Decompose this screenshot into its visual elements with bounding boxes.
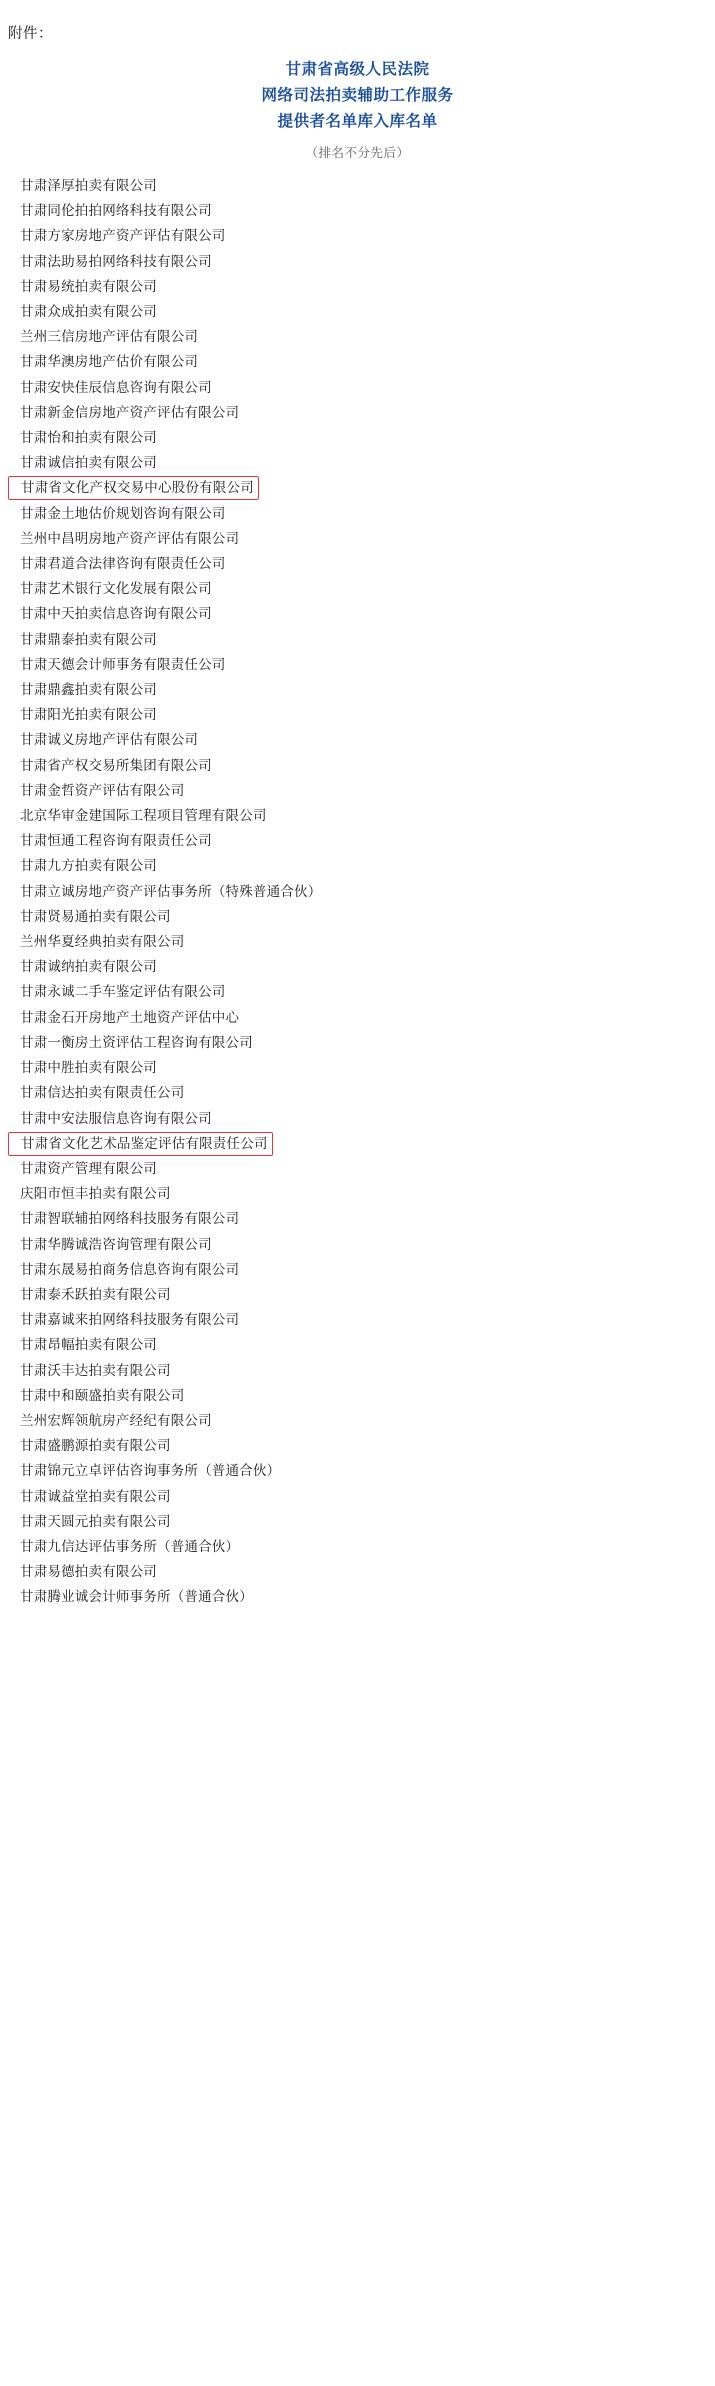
company-name: 甘肃华腾诚浩咨询管理有限公司 — [20, 1236, 212, 1252]
title-line-3: 提供者名单库入库名单 — [277, 113, 438, 130]
company-name: 甘肃智联辅拍网络科技服务有限公司 — [20, 1211, 240, 1227]
company-name: 甘肃中安法服信息咨询有限公司 — [20, 1110, 212, 1126]
company-name: 甘肃众成拍卖有限公司 — [20, 304, 157, 320]
company-name: 甘肃阳光拍卖有限公司 — [20, 707, 157, 723]
title-subtitle: （排名不分先后） — [305, 146, 410, 160]
company-name: 甘肃诚义房地产评估有限公司 — [20, 732, 199, 748]
company-name: 甘肃易统拍卖有限公司 — [20, 278, 157, 294]
company-name: 甘肃省产权交易所集团有限公司 — [20, 757, 212, 773]
company-name: 甘肃怡和拍卖有限公司 — [20, 430, 157, 446]
company-name: 甘肃华澳房地产估价有限公司 — [20, 354, 199, 370]
company-name: 甘肃安快佳辰信息咨询有限公司 — [20, 379, 212, 395]
list-item — [0, 475, 715, 500]
company-name: 甘肃盛鹏源拍卖有限公司 — [20, 1438, 171, 1454]
company-name: 甘肃中胜拍卖有限公司 — [20, 1060, 157, 1076]
company-name: 兰州华夏经典拍卖有限公司 — [20, 934, 185, 950]
company-name: 甘肃锦元立卓评估咨询事务所（普通合伙） — [20, 1463, 281, 1479]
company-name: 甘肃诚信拍卖有限公司 — [20, 455, 157, 471]
company-name-highlighted: 甘肃省文化艺术品鉴定评估有限责任公司 — [8, 1132, 273, 1156]
company-name: 甘肃东晟易拍商务信息咨询有限公司 — [20, 1261, 240, 1277]
company-name: 甘肃昂幅拍卖有限公司 — [20, 1337, 157, 1353]
company-name: 甘肃鼎泰拍卖有限公司 — [20, 631, 157, 647]
company-name: 庆阳市恒丰拍卖有限公司 — [20, 1186, 171, 1202]
company-name: 北京华审金建国际工程项目管理有限公司 — [20, 808, 267, 824]
company-name: 兰州三信房地产评估有限公司 — [20, 329, 199, 345]
company-name: 甘肃金石开房地产土地资产评估中心 — [20, 1009, 240, 1025]
company-name: 兰州宏辉领航房产经纪有限公司 — [20, 1412, 212, 1428]
company-name: 兰州中昌明房地产资产评估有限公司 — [20, 530, 240, 546]
company-name: 甘肃一衡房土资评估工程咨询有限公司 — [20, 1034, 253, 1050]
company-name: 甘肃腾业诚会计师事务所（普通合伙） — [20, 1589, 253, 1605]
company-name: 甘肃立诚房地产资产评估事务所（特殊普通合伙） — [20, 883, 322, 899]
document-title — [0, 57, 715, 135]
company-name: 甘肃泽厚拍卖有限公司 — [20, 178, 157, 193]
company-name: 甘肃同伦拍拍网络科技有限公司 — [20, 203, 212, 219]
company-name-highlighted: 甘肃省文化产权交易中心股份有限公司 — [8, 476, 259, 500]
company-name: 甘肃方家房地产资产评估有限公司 — [20, 228, 226, 244]
company-name: 甘肃艺术银行文化发展有限公司 — [20, 581, 212, 597]
list-item — [0, 1131, 715, 1156]
company-name: 甘肃泰禾跃拍卖有限公司 — [20, 1286, 171, 1302]
company-name: 甘肃法助易拍网络科技有限公司 — [20, 253, 212, 269]
company-name: 甘肃易德拍卖有限公司 — [20, 1564, 157, 1580]
company-name: 甘肃沃丰达拍卖有限公司 — [20, 1362, 171, 1378]
title-line-1: 甘肃省高级人民法院 — [285, 61, 430, 78]
company-name: 甘肃诚益堂拍卖有限公司 — [20, 1488, 171, 1504]
company-name: 甘肃永诚二手车鉴定评估有限公司 — [20, 984, 226, 1000]
company-name: 甘肃嘉诚来拍网络科技服务有限公司 — [20, 1312, 240, 1328]
company-name: 甘肃天圆元拍卖有限公司 — [20, 1513, 171, 1529]
company-name: 甘肃金哲资产评估有限公司 — [20, 782, 185, 798]
company-name: 甘肃君道合法律咨询有限责任公司 — [20, 556, 226, 572]
company-name: 甘肃鼎鑫拍卖有限公司 — [20, 682, 157, 698]
attachment-label: 附件： — [8, 26, 53, 42]
company-name: 甘肃恒通工程咨询有限责任公司 — [20, 833, 212, 849]
company-name: 甘肃九信达评估事务所（普通合伙） — [20, 1538, 240, 1554]
company-name: 甘肃贤易通拍卖有限公司 — [20, 908, 171, 924]
company-name: 甘肃中天拍卖信息咨询有限公司 — [20, 606, 212, 622]
company-list — [0, 173, 715, 1610]
title-line-2: 网络司法拍卖辅助工作服务 — [261, 87, 454, 104]
company-name: 甘肃资产管理有限公司 — [20, 1160, 157, 1176]
company-name: 甘肃信达拍卖有限责任公司 — [20, 1085, 185, 1101]
company-name: 甘肃中和颐盛拍卖有限公司 — [20, 1387, 185, 1403]
company-name: 甘肃诚纳拍卖有限公司 — [20, 959, 157, 975]
company-name: 甘肃九方拍卖有限公司 — [20, 858, 157, 874]
company-name: 甘肃新金信房地产资产评估有限公司 — [20, 404, 240, 420]
company-name: 甘肃天德会计师事务有限责任公司 — [20, 656, 226, 672]
company-name: 甘肃金土地估价规划咨询有限公司 — [20, 505, 226, 521]
